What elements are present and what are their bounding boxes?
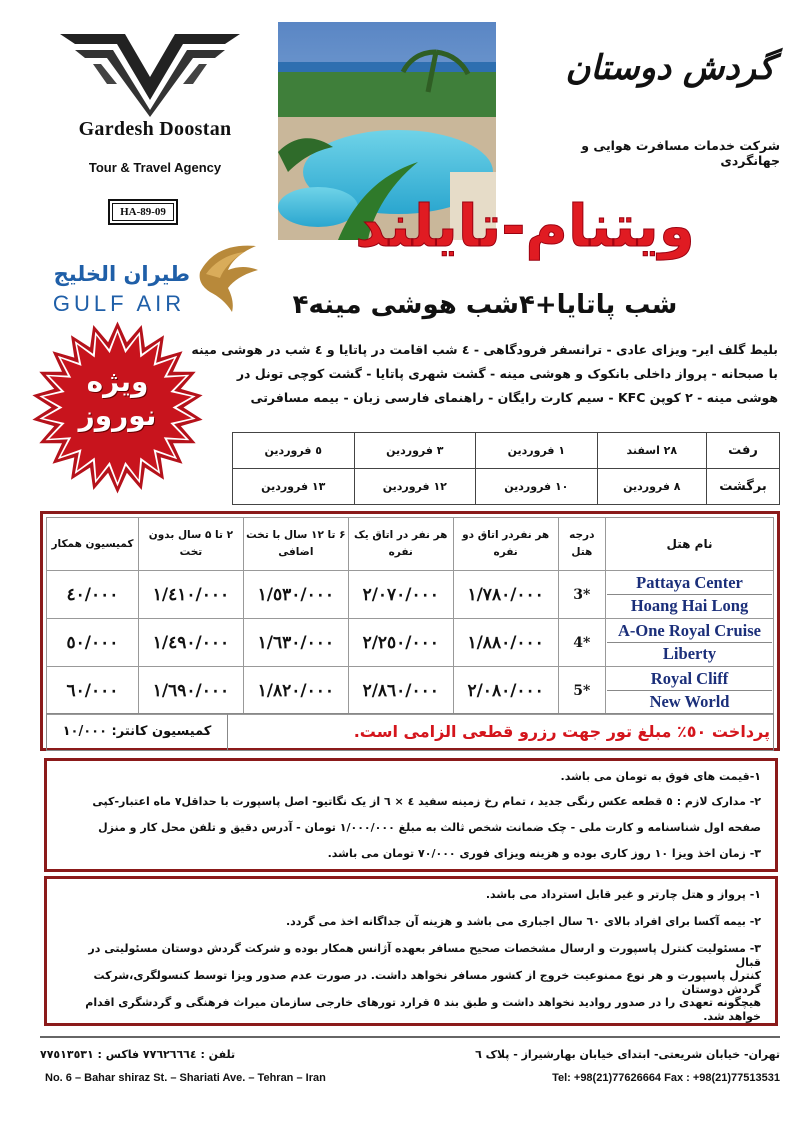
single-price-cell: ٢/٢٥٠/٠٠٠ (348, 619, 453, 667)
table-row (233, 433, 780, 469)
note-line: هیچگونه تعهدی را در صدور روادید نخواهد داشت و طبق بند ٥ قرارد تورهای خارجی سازمان میراث فرهنگی و گردشگری اقدام خواهد شد. (85, 996, 761, 1023)
hotel-name: Royal Cliff (650, 669, 729, 688)
col-header-child-bed: ۶ تا ۱۲ سال با تخت اضافی (243, 518, 348, 571)
date-cell: ٨ فروردین (597, 469, 706, 505)
agency-logo-icon (55, 22, 245, 117)
table-header-row (47, 518, 774, 571)
grade-cell: 3* (558, 571, 605, 619)
date-cell: ١٠ فروردین (476, 469, 598, 505)
tour-description (178, 338, 778, 410)
table-row (233, 469, 780, 505)
airline-name-ar: طيران الخليج (53, 262, 190, 286)
double-price-cell: ٢/٠٨٠/٠٠٠ (453, 667, 558, 715)
brand-name-en: Gardesh Doostan (78, 118, 232, 140)
child-nobed-cell: ١/٤٩٠/٠٠٠ (138, 619, 243, 667)
notes-box-requirements (44, 758, 778, 872)
departure-dates-table (232, 432, 780, 505)
notes-box-terms (44, 876, 778, 1026)
col-header-commission: کمیسیون همکار (47, 518, 139, 571)
grade-cell: 5* (558, 667, 605, 715)
footer-phone-fa: تلفن : ٧٧٦٢٦٦٦٤ فاکس : ٧٧٥١٣٥٣١ (40, 1048, 236, 1061)
footer-address-en: No. 6 – Bahar shiraz St. – Shariati Ave. – Tehran – Iran (45, 1072, 326, 1084)
child-bed-cell: ١/٥٣٠/٠٠٠ (243, 571, 348, 619)
badge-line-1: ویژه (86, 365, 149, 398)
col-header-hotel: نام هتل (606, 518, 774, 571)
footer-phone-en: Tel: +98(21)77626664 Fax : +98(21)77513531 (552, 1072, 780, 1084)
hotel-name: Pattaya Center (636, 573, 743, 592)
brand-tagline: Tour & Travel Agency (88, 160, 222, 175)
single-price-cell: ٢/٠٧٠/٠٠٠ (348, 571, 453, 619)
date-cell: ١٢ فروردین (354, 469, 476, 505)
nights-subheadline: ۴شب پاتایا+۴شب هوشی مینه (292, 290, 678, 320)
child-nobed-cell: ١/٦٩٠/٠٠٠ (138, 667, 243, 715)
commission-cell: ٦٠/٠٠٠ (47, 667, 139, 715)
note-line: ٢- مدارک لازم : ٥ قطعه عکس رنگی جدید ، تمام رخ زمینه سفید ٤ × ٦ از یک نگاتیو- اصل پاسپورت با حداقل٧ ماه اعتبار-کپی (92, 795, 761, 808)
hotel-name: Liberty (607, 642, 772, 665)
child-nobed-cell: ١/٤١٠/٠٠٠ (138, 571, 243, 619)
table-row (47, 571, 774, 619)
col-header-double: هر نفردر اتاق دو نفره (453, 518, 558, 571)
commission-cell: ٥٠/٠٠٠ (47, 619, 139, 667)
price-table (46, 517, 774, 715)
date-cell: ١٣ فروردین (233, 469, 355, 505)
counter-commission: کمیسیون کانتر: ١٠/٠٠٠ (47, 714, 228, 750)
description-line: هوشی مینه - ٢ کوپن KFC - سیم کارت رایگان - راهنمای فارسی زبان - بیمه مسافرتی (250, 390, 778, 405)
hotel-cell (606, 571, 774, 619)
airline-name-en: GULF AIR (52, 291, 186, 316)
falcon-logo-icon (192, 242, 262, 314)
payment-notice: پرداخت ٥٠٪ مبلغ تور جهت رزرو قطعی الزامی است. (353, 722, 770, 741)
hotel-cell (606, 667, 774, 715)
date-cell: ٥ فروردین (233, 433, 355, 469)
double-price-cell: ١/٧٨٠/٠٠٠ (453, 571, 558, 619)
col-header-grade: درجه هتل (558, 518, 605, 571)
footer-address-fa: تهران- خیابان شریعتی- ابتدای خیابان بهارشیراز - پلاک ٦ (475, 1048, 780, 1061)
date-cell: ١ فروردین (476, 433, 598, 469)
description-line: بلیط گلف ایر- ویزای عادی - ترانسفر فرودگاهی - ٤ شب اقامت در پاتایا و ٤ شب در هوشی مینه (191, 342, 778, 357)
hotel-cell (606, 619, 774, 667)
note-line: ٣- زمان اخذ ویزا ١٠ روز کاری بوده و هزینه ویزای فوری ٧٠/٠٠٠ تومان می باشد. (327, 847, 761, 860)
note-line: ١- پرواز و هتل چارتر و غیر قابل استرداد می باشد. (485, 888, 761, 901)
col-header-child-nobed: ۲ تا ۵ سال بدون تخت (138, 518, 243, 571)
child-bed-cell: ١/٦٣٠/٠٠٠ (243, 619, 348, 667)
badge-line-2: نوروز (78, 399, 157, 432)
brand-subtitle: شرکت خدمات مسافرت هوایی و جهانگردی (581, 138, 780, 168)
table-row (47, 619, 774, 667)
destination-headline: ویتنام-تایلند (355, 192, 695, 260)
grade-cell: 4* (558, 619, 605, 667)
hotel-name: A-One Royal Cruise (618, 621, 762, 640)
col-header-single: هر نفر در اتاق یک نفره (348, 518, 453, 571)
date-cell: ٣ فروردین (354, 433, 476, 469)
row-label: رفت (707, 433, 780, 469)
row-label: برگشت (707, 469, 780, 505)
hotel-name: New World (607, 690, 772, 713)
note-line: ٣- مسئولیت کنترل پاسپورت و ارسال مشخصات صحیح مسافر بعهده آژانس همکار بوده و شرکت گردش دوستان مسئولیتی در قبال (88, 942, 761, 969)
note-line: کنترل پاسپورت و هر نوع ممنوعیت خروج از کشور مسافر نخواهد داشت. در صورت عدم صدور ویزا توسط کنسولگری،شرکت گردش دوستان (93, 969, 761, 996)
brand-name-fa: گردش دوستان (565, 48, 775, 88)
license-badge: HA-89-09 (108, 199, 178, 225)
single-price-cell: ٢/٨٦٠/٠٠٠ (348, 667, 453, 715)
double-price-cell: ١/٨٨٠/٠٠٠ (453, 619, 558, 667)
footer-divider (40, 1036, 780, 1038)
hotel-name: Hoang Hai Long (607, 594, 772, 617)
commission-cell: ٤٠/٠٠٠ (47, 571, 139, 619)
date-cell: ٢٨ اسفند (597, 433, 706, 469)
note-line: ١-قیمت های فوق به تومان می باشد. (560, 770, 761, 783)
nowruz-badge-text (40, 365, 195, 433)
note-line: ٢- بیمه آکسا برای افراد بالای ٦٠ سال اجباری می باشد و هزینه آن جداگانه اخذ می گردد. (285, 915, 761, 928)
note-line: صفحه اول شناسنامه و کارت ملی - چک ضمانت شخص ثالث به مبلغ ١/٠٠٠/٠٠٠ تومان - آدرس دقیق و تلفن محل کار و منزل (98, 821, 761, 834)
child-bed-cell: ١/٨٢٠/٠٠٠ (243, 667, 348, 715)
description-line: با صبحانه - پرواز داخلی بانکوک و هوشی مینه - گشت شهری پاتایا - گشت کوچی تونل در (236, 366, 778, 381)
table-row (47, 667, 774, 715)
